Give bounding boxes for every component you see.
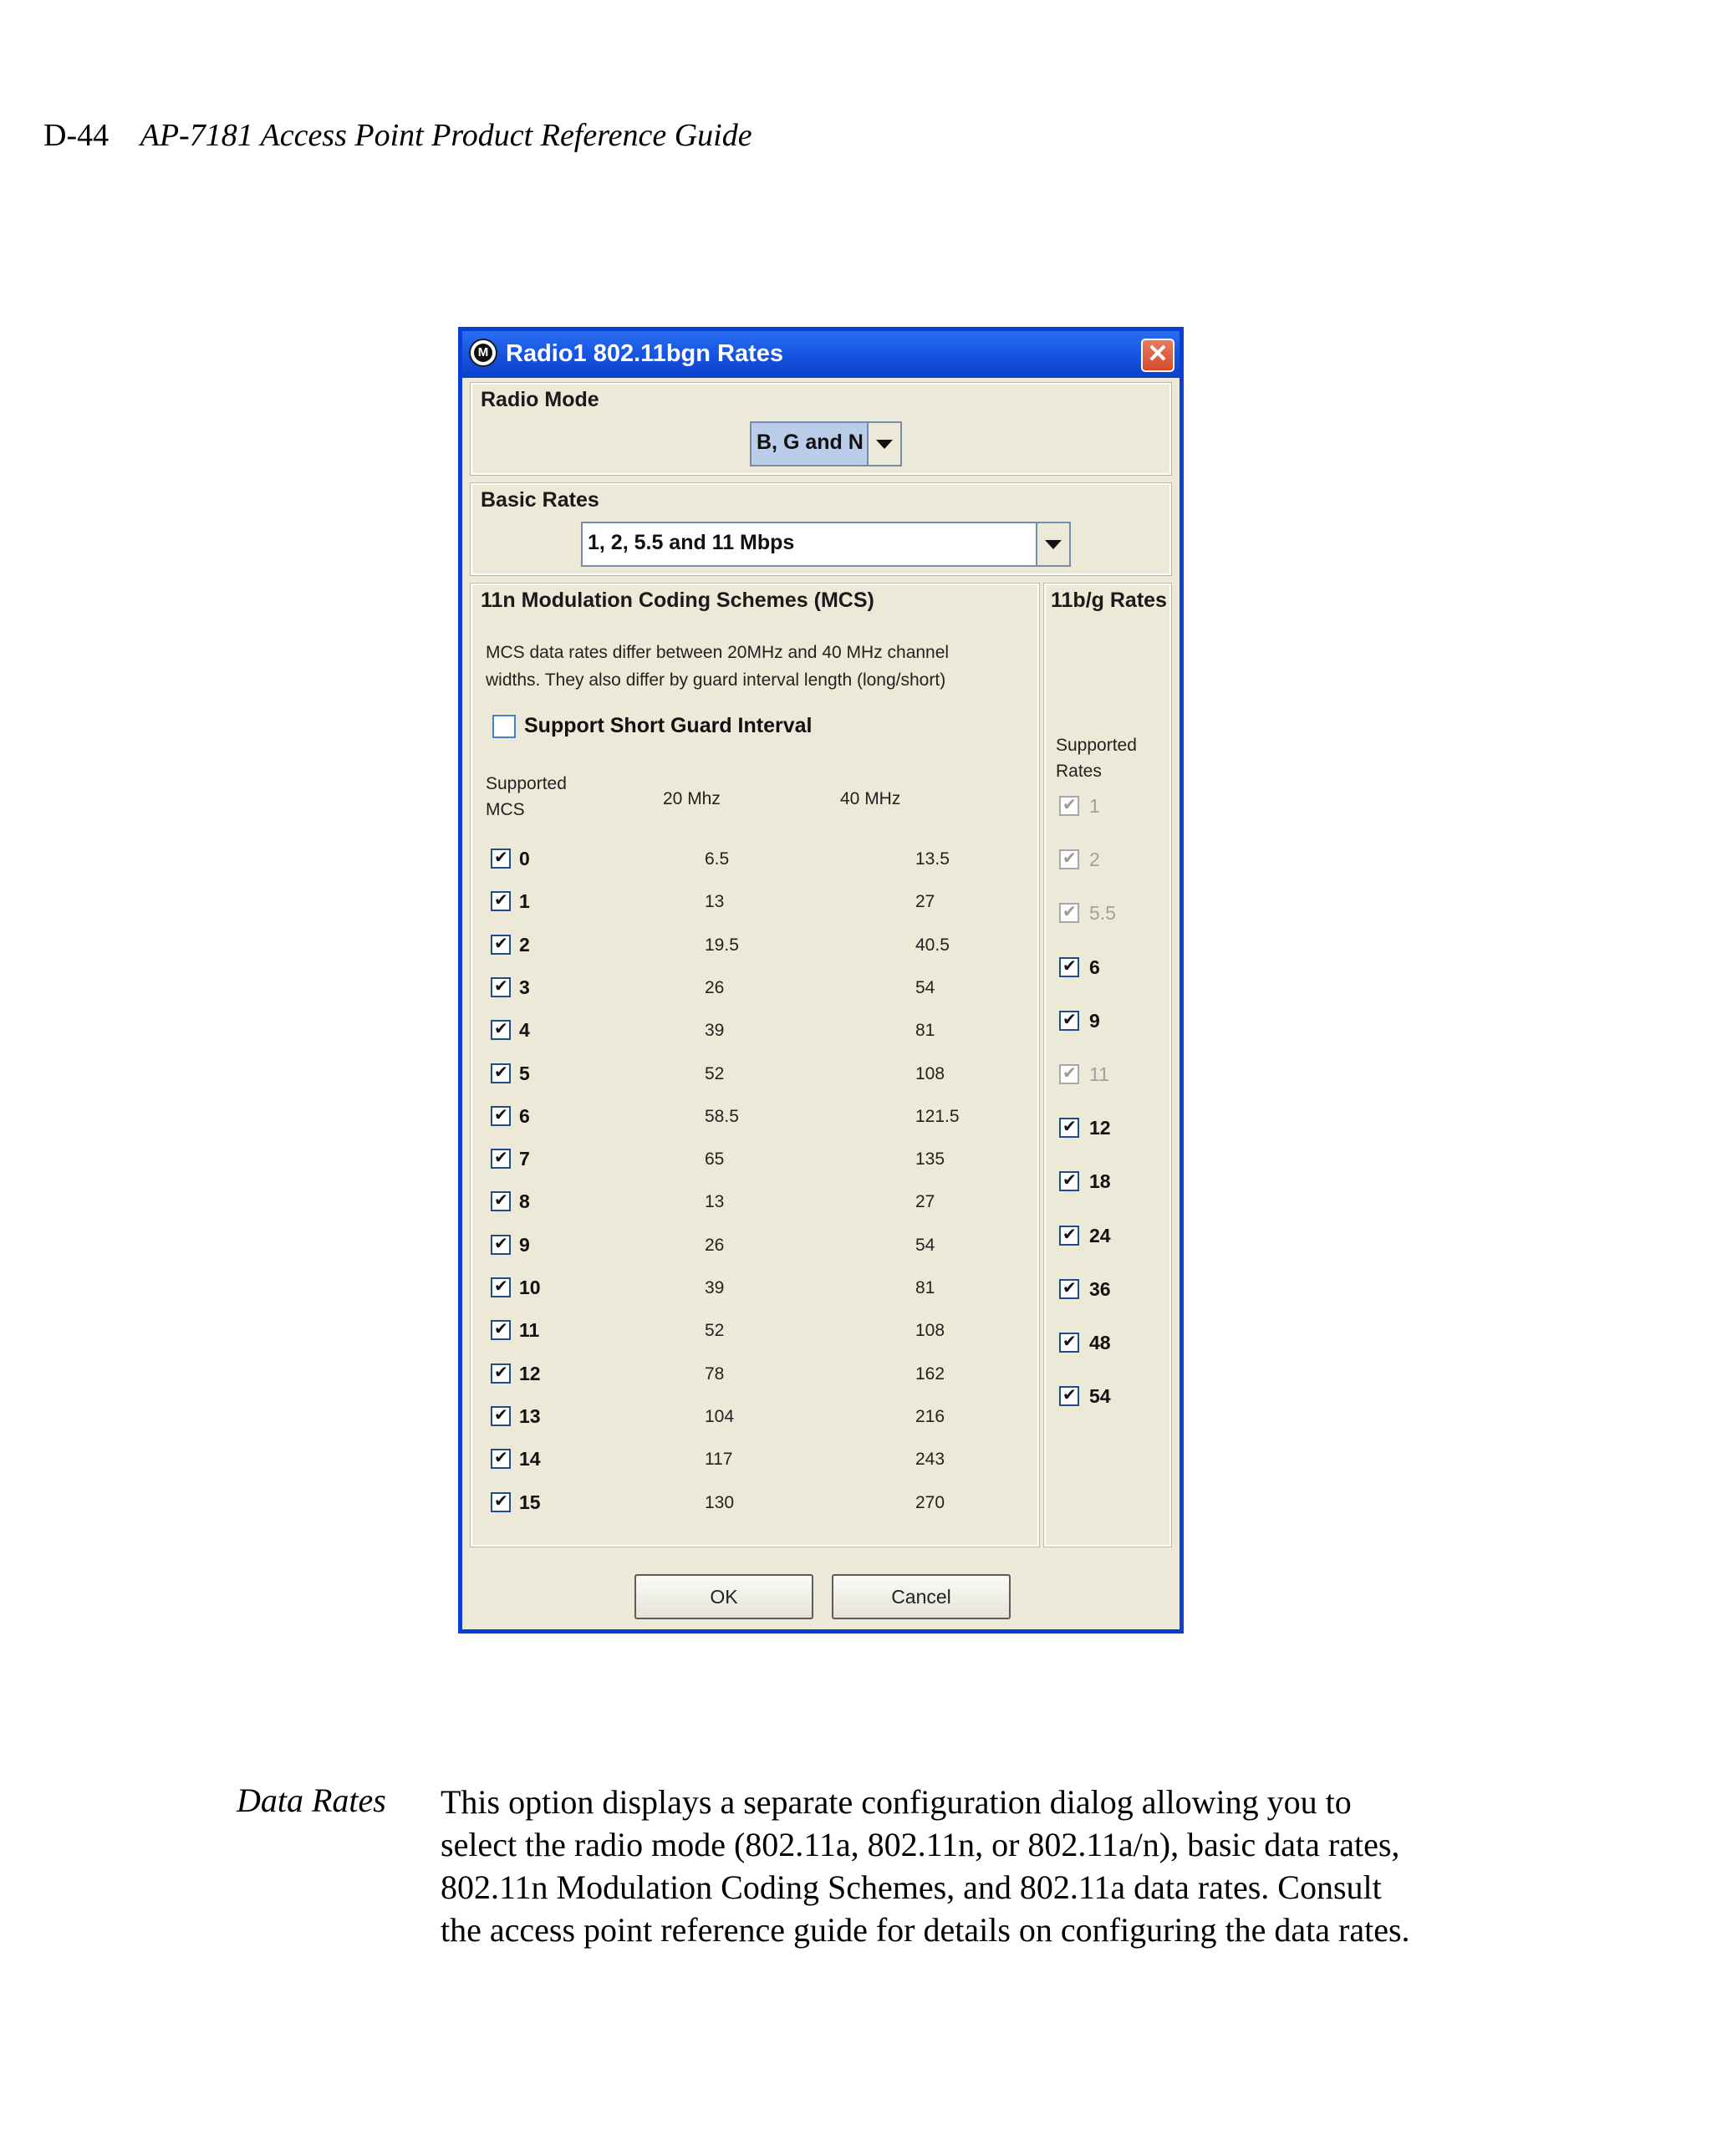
mcs-section xyxy=(471,584,1039,1547)
mcs-checkbox[interactable] xyxy=(491,1149,511,1169)
bg-rate-label: 24 xyxy=(1089,1224,1111,1246)
short-guard-interval-toggle[interactable] xyxy=(492,714,812,738)
mcs-index: 11 xyxy=(519,1319,540,1342)
mcs-rate-20mhz: 39 xyxy=(705,1021,725,1041)
bg-rate-label: 36 xyxy=(1089,1277,1111,1300)
mcs-rate-40mhz: 40.5 xyxy=(915,935,950,955)
bg-rates-section xyxy=(1044,584,1171,1547)
bg-rate-label: 6 xyxy=(1089,956,1100,978)
bg-rate-checkbox xyxy=(1059,903,1079,923)
mcs-rate-20mhz: 13 xyxy=(705,1192,725,1212)
supported-mcs-header-line-2: MCS xyxy=(486,800,525,819)
mcs-checkbox[interactable] xyxy=(491,1320,511,1340)
mcs-index: 7 xyxy=(519,1148,530,1170)
mcs-index: 10 xyxy=(519,1277,541,1298)
bg-rate-label: 18 xyxy=(1089,1170,1111,1193)
radio-mode-section xyxy=(471,383,1171,475)
mcs-checkbox[interactable] xyxy=(491,1063,511,1083)
radio-mode-select[interactable] xyxy=(750,421,902,466)
mcs-rate-20mhz: 6.5 xyxy=(705,849,730,869)
page-header xyxy=(43,117,752,154)
mcs-rate-20mhz: 130 xyxy=(705,1492,735,1512)
bg-rate-label: 1 xyxy=(1089,795,1100,817)
rates-dialog xyxy=(458,327,1184,1634)
close-icon: ✕ xyxy=(1147,340,1169,368)
mcs-checkbox[interactable] xyxy=(491,1020,511,1040)
mcs-rate-40mhz: 27 xyxy=(915,892,935,912)
data-rates-description: This option displays a separate configuration dialog allowing you to select the radio mode (802.11a, 802.11n, or 802.11a/n), basic data rates, 802.11n Modulation Coding Schemes, and 802.11a data rates. Consult the access point reference guide for details on configuring the data rates. xyxy=(441,1783,1410,1949)
bg-rate-label: 48 xyxy=(1089,1332,1111,1353)
mcs-rate-20mhz: 19.5 xyxy=(705,935,739,955)
bg-rate-label: 9 xyxy=(1089,1009,1100,1032)
mcs-description xyxy=(486,639,949,694)
bg-rate-checkbox[interactable] xyxy=(1059,1171,1079,1191)
mcs-label: 11n Modulation Coding Schemes (MCS) xyxy=(481,589,874,612)
mcs-checkbox[interactable] xyxy=(491,977,511,997)
mcs-rate-40mhz: 108 xyxy=(915,1321,945,1341)
bg-rate-label: 54 xyxy=(1089,1385,1111,1408)
mcs-checkbox[interactable] xyxy=(491,891,511,911)
mcs-index: 5 xyxy=(519,1062,530,1084)
mcs-rate-20mhz: 78 xyxy=(705,1363,725,1384)
mcs-rate-40mhz: 54 xyxy=(915,977,935,997)
supported-mcs-header-line-1: Supported xyxy=(486,774,567,793)
bg-rate-label: 5.5 xyxy=(1089,902,1116,925)
bg-rate-checkbox xyxy=(1059,1064,1079,1084)
mcs-rate-40mhz: 162 xyxy=(915,1363,945,1384)
mcs-rate-20mhz: 26 xyxy=(705,977,725,997)
mcs-checkbox[interactable] xyxy=(491,1106,511,1126)
mcs-index: 12 xyxy=(519,1362,541,1384)
mcs-rate-20mhz: 52 xyxy=(705,1063,725,1083)
basic-rates-label: Basic Rates xyxy=(481,488,599,512)
supported-rates-header-line-2: Rates xyxy=(1056,762,1102,781)
chevron-down-icon[interactable] xyxy=(1036,523,1069,565)
mcs-rate-40mhz: 216 xyxy=(915,1406,945,1426)
close-button[interactable] xyxy=(1141,339,1174,372)
bg-rate-checkbox[interactable] xyxy=(1059,957,1079,977)
bg-rate-label: 11 xyxy=(1089,1063,1109,1085)
mcs-checkbox[interactable] xyxy=(491,935,511,955)
mcs-rate-40mhz: 13.5 xyxy=(915,849,950,869)
basic-rates-select[interactable] xyxy=(581,522,1071,567)
mcs-index: 8 xyxy=(519,1190,530,1213)
mcs-index: 15 xyxy=(519,1491,541,1513)
mcs-description-line-2: widths. They also differ by guard interval length (long/short) xyxy=(486,670,946,690)
mcs-rate-40mhz: 108 xyxy=(915,1063,945,1083)
mcs-rate-20mhz: 13 xyxy=(705,892,725,912)
motorola-logo-icon: M xyxy=(469,339,497,367)
bg-rate-checkbox xyxy=(1059,796,1079,816)
ok-button[interactable]: OK xyxy=(634,1574,813,1619)
cancel-button[interactable]: Cancel xyxy=(832,1574,1011,1619)
mcs-index: 4 xyxy=(519,1019,530,1042)
mcs-index: 1 xyxy=(519,890,530,913)
bg-rate-checkbox[interactable] xyxy=(1059,1226,1079,1246)
mcs-checkbox[interactable] xyxy=(491,1406,511,1426)
mcs-rate-20mhz: 26 xyxy=(705,1235,725,1255)
mcs-rate-20mhz: 58.5 xyxy=(705,1106,739,1126)
data-rates-term: Data Rates xyxy=(237,1781,386,1819)
bg-rates-label: 11b/g Rates xyxy=(1051,589,1167,612)
short-guard-label: Support Short Guard Interval xyxy=(524,714,813,737)
mcs-checkbox[interactable] xyxy=(491,1492,511,1512)
mcs-checkbox[interactable] xyxy=(491,849,511,869)
bg-rate-label: 12 xyxy=(1089,1117,1111,1139)
rate-20mhz-header: 20 Mhz xyxy=(663,789,721,808)
dialog-title: Radio1 802.11bgn Rates xyxy=(506,340,784,367)
mcs-rate-20mhz: 39 xyxy=(705,1278,725,1297)
mcs-rate-20mhz: 65 xyxy=(705,1149,725,1170)
bg-rate-checkbox[interactable] xyxy=(1059,1011,1079,1031)
supported-mcs-header xyxy=(486,771,567,823)
mcs-index: 0 xyxy=(519,848,530,869)
mcs-rate-40mhz: 81 xyxy=(915,1021,935,1041)
mcs-rate-20mhz: 52 xyxy=(705,1321,725,1341)
mcs-rate-40mhz: 54 xyxy=(915,1235,935,1255)
mcs-rate-40mhz: 243 xyxy=(915,1450,945,1470)
bg-rate-checkbox[interactable] xyxy=(1059,1333,1079,1353)
mcs-checkbox[interactable] xyxy=(491,1191,511,1211)
supported-rates-header xyxy=(1056,732,1137,784)
mcs-rate-20mhz: 117 xyxy=(705,1450,733,1470)
mcs-rate-40mhz: 81 xyxy=(915,1278,935,1297)
mcs-rate-40mhz: 135 xyxy=(915,1149,945,1170)
bg-rate-checkbox[interactable] xyxy=(1059,1279,1079,1299)
radio-mode-label: Radio Mode xyxy=(481,388,599,411)
basic-rates-value: 1, 2, 5.5 and 11 Mbps xyxy=(588,531,795,554)
mcs-index: 2 xyxy=(519,933,530,956)
mcs-checkbox[interactable] xyxy=(491,1235,511,1255)
mcs-rate-40mhz: 27 xyxy=(915,1192,935,1212)
mcs-rate-40mhz: 270 xyxy=(915,1492,945,1512)
short-guard-checkbox[interactable] xyxy=(492,715,516,738)
guide-title: AP-7181 Access Point Product Reference Guide xyxy=(140,118,752,153)
bg-rate-checkbox xyxy=(1059,849,1079,869)
mcs-index: 13 xyxy=(519,1404,541,1427)
mcs-checkbox[interactable] xyxy=(491,1449,511,1469)
rate-40mhz-header: 40 MHz xyxy=(840,789,901,808)
supported-rates-header-line-1: Supported xyxy=(1056,736,1137,755)
bg-rate-checkbox[interactable] xyxy=(1059,1118,1079,1138)
mcs-checkbox[interactable] xyxy=(491,1363,511,1384)
page-number: D-44 xyxy=(43,118,110,153)
radio-mode-value: B, G and N xyxy=(757,431,864,454)
mcs-index: 9 xyxy=(519,1233,530,1256)
mcs-rate-20mhz: 104 xyxy=(705,1406,735,1426)
mcs-index: 3 xyxy=(519,976,530,998)
mcs-index: 14 xyxy=(519,1448,541,1470)
mcs-rate-40mhz: 121.5 xyxy=(915,1106,960,1126)
mcs-index: 6 xyxy=(519,1104,530,1127)
bg-rate-label: 2 xyxy=(1089,849,1100,871)
chevron-down-icon[interactable] xyxy=(867,423,900,465)
basic-rates-section xyxy=(471,483,1171,575)
dialog-titlebar[interactable] xyxy=(462,331,1180,378)
mcs-checkbox[interactable] xyxy=(491,1277,511,1297)
mcs-description-line-1: MCS data rates differ between 20MHz and 40 MHz channel xyxy=(486,643,950,662)
bg-rate-checkbox[interactable] xyxy=(1059,1386,1079,1406)
